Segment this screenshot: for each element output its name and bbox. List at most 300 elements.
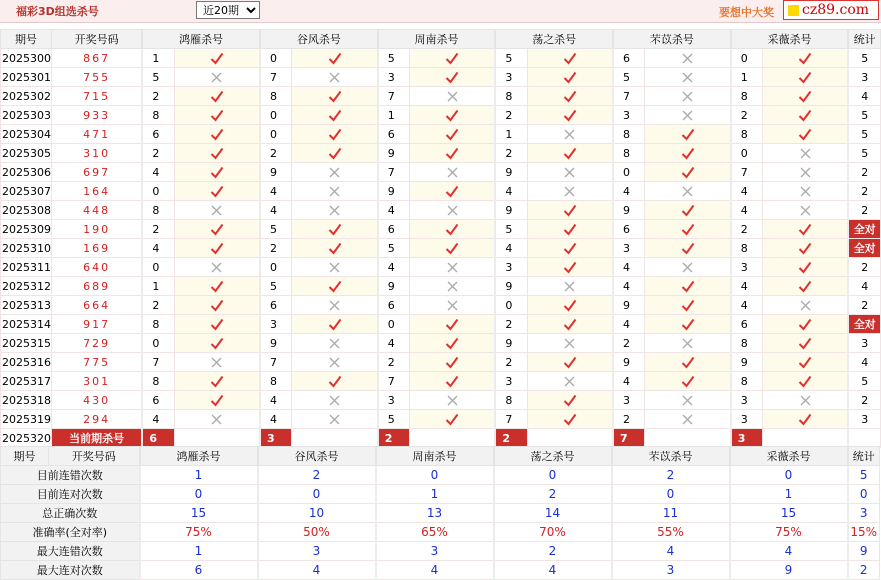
col-header-expert: 芣苡杀号: [613, 30, 731, 49]
result-cell: [410, 201, 496, 220]
result-cell: [174, 125, 260, 144]
kill-number-cell: 0: [495, 296, 527, 315]
kill-number-cell: 5: [495, 220, 527, 239]
kill-number-cell: 4: [378, 258, 410, 277]
check-icon: [210, 394, 224, 407]
check-icon: [210, 128, 224, 141]
kill-number-cell: 5: [495, 49, 527, 68]
kill-number-cell: 7: [378, 87, 410, 106]
total-cell: 5: [848, 49, 880, 68]
stat-value: 4: [494, 561, 612, 580]
kill-number-cell: 4: [613, 315, 645, 334]
col-header-expert: 采薇杀号: [730, 447, 848, 466]
stat-value: 2: [258, 466, 376, 485]
result-cell: [763, 68, 849, 87]
cross-icon: [329, 395, 340, 406]
kill-number-cell: 9: [378, 277, 410, 296]
result-cell: [174, 391, 260, 410]
kill-number-cell: 6: [731, 315, 763, 334]
kill-number-cell: 6: [378, 296, 410, 315]
site-watermark[interactable]: [783, 0, 879, 20]
stat-value: 6: [140, 561, 258, 580]
total-cell: 5: [848, 144, 880, 163]
result-cell: [410, 353, 496, 372]
kill-number-cell: 9: [378, 144, 410, 163]
check-icon: [798, 223, 812, 236]
table-row: [1, 391, 881, 410]
check-icon: [798, 280, 812, 293]
cross-icon: [800, 167, 811, 178]
total-cell: 4: [848, 277, 880, 296]
check-icon: [445, 52, 459, 65]
result-cell: [645, 353, 731, 372]
result-cell: [174, 201, 260, 220]
check-icon: [681, 223, 695, 236]
check-icon: [210, 242, 224, 255]
stat-label: 总正确次数: [1, 504, 140, 523]
col-header-period: 期号: [1, 30, 52, 49]
table-row: [1, 125, 881, 144]
table-row: [1, 106, 881, 125]
result-cell: [410, 68, 496, 87]
check-icon: [210, 166, 224, 179]
result-cell: [292, 410, 378, 429]
kill-number-cell: 0: [260, 125, 292, 144]
stat-row: [1, 542, 880, 561]
result-cell: [174, 49, 260, 68]
kill-number-cell: 2: [260, 239, 292, 258]
cross-icon: [682, 91, 693, 102]
kill-number-cell: 3: [613, 391, 645, 410]
result-cell: [645, 277, 731, 296]
result-cell: [410, 220, 496, 239]
stat-value: 2: [494, 485, 612, 504]
kill-number-cell: 8: [260, 87, 292, 106]
total-cell: 2: [848, 163, 880, 182]
kill-number-cell: 6: [142, 391, 174, 410]
current-period-cell: 2025320: [1, 429, 52, 448]
kill-number-cell: 0: [731, 144, 763, 163]
check-icon: [798, 109, 812, 122]
cross-icon: [447, 205, 458, 216]
kill-number-cell: 7: [142, 353, 174, 372]
cross-icon: [564, 186, 575, 197]
check-icon: [563, 394, 577, 407]
draw-cell: 190: [52, 220, 143, 239]
kill-number-cell: 5: [613, 68, 645, 87]
check-icon: [445, 109, 459, 122]
check-icon: [445, 128, 459, 141]
draw-cell: 169: [52, 239, 143, 258]
check-icon: [328, 280, 342, 293]
kill-number-cell: 4: [378, 201, 410, 220]
result-cell: [174, 410, 260, 429]
cross-icon: [211, 414, 222, 425]
table-row: [1, 315, 881, 334]
kill-number-cell: 0: [260, 258, 292, 277]
total-cell: 2: [848, 182, 880, 201]
kill-number-cell: 5: [378, 239, 410, 258]
result-cell: [763, 296, 849, 315]
kill-number-cell: 7: [260, 68, 292, 87]
kill-number-cell: 9: [731, 353, 763, 372]
cross-icon: [682, 338, 693, 349]
kill-number-cell: 5: [142, 68, 174, 87]
period-cell: 2025315: [1, 334, 52, 353]
period-select[interactable]: [196, 1, 260, 19]
result-cell: [410, 239, 496, 258]
stat-row: [1, 523, 880, 542]
kill-number-cell: 6: [613, 220, 645, 239]
stat-value: 3: [612, 561, 730, 580]
table-row: [1, 277, 881, 296]
cross-icon: [329, 262, 340, 273]
check-icon: [798, 375, 812, 388]
result-cell: [763, 334, 849, 353]
kill-number-cell: 4: [731, 182, 763, 201]
result-cell: [527, 391, 613, 410]
table-row: [1, 372, 881, 391]
period-cell: 2025304: [1, 125, 52, 144]
table-row: [1, 239, 881, 258]
check-icon: [563, 71, 577, 84]
logo-square-icon: [788, 5, 799, 16]
result-cell: [174, 372, 260, 391]
current-pick-cell: 2: [378, 429, 410, 448]
cross-icon: [682, 414, 693, 425]
kill-number-cell: 4: [495, 182, 527, 201]
result-cell: [645, 372, 731, 391]
period-cell: 2025311: [1, 258, 52, 277]
result-cell: [645, 410, 731, 429]
stat-value: 0: [494, 466, 612, 485]
kill-number-cell: 2: [495, 315, 527, 334]
kill-number-cell: 3: [495, 68, 527, 87]
check-icon: [210, 147, 224, 160]
cross-icon: [564, 338, 575, 349]
result-cell: [410, 182, 496, 201]
stat-value: 1: [730, 485, 848, 504]
result-cell: [174, 163, 260, 182]
result-cell: [292, 277, 378, 296]
kill-number-cell: 5: [260, 277, 292, 296]
cross-icon: [800, 300, 811, 311]
kill-number-cell: 9: [613, 201, 645, 220]
kill-number-cell: 2: [731, 220, 763, 239]
draw-cell: 775: [52, 353, 143, 372]
check-icon: [798, 318, 812, 331]
cross-icon: [800, 395, 811, 406]
check-icon: [563, 52, 577, 65]
result-cell: [527, 334, 613, 353]
period-cell: 2025314: [1, 315, 52, 334]
draw-cell: 301: [52, 372, 143, 391]
kill-number-cell: 2: [495, 353, 527, 372]
all-correct-badge: 全对: [848, 315, 880, 334]
total-cell: 2: [848, 296, 880, 315]
result-cell: [645, 258, 731, 277]
draw-cell: 448: [52, 201, 143, 220]
stat-value: 70%: [494, 523, 612, 542]
period-cell: 2025306: [1, 163, 52, 182]
table-row: [1, 87, 881, 106]
result-cell: [645, 49, 731, 68]
kill-number-cell: 4: [731, 201, 763, 220]
check-icon: [328, 223, 342, 236]
result-cell: [527, 258, 613, 277]
check-icon: [798, 356, 812, 369]
cross-icon: [447, 395, 458, 406]
cross-icon: [800, 148, 811, 159]
result-cell: [410, 49, 496, 68]
stat-value: 4: [730, 542, 848, 561]
result-cell: [527, 163, 613, 182]
stat-value: 15: [140, 504, 258, 523]
kill-number-cell: 4: [142, 239, 174, 258]
stat-label: 最大连错次数: [1, 542, 140, 561]
kill-number-cell: 3: [613, 106, 645, 125]
result-cell: [174, 258, 260, 277]
check-icon: [210, 337, 224, 350]
stat-total: 5: [848, 466, 880, 485]
kill-number-cell: 6: [260, 296, 292, 315]
kill-number-cell: 9: [495, 201, 527, 220]
cross-icon: [564, 376, 575, 387]
kill-number-cell: 0: [378, 315, 410, 334]
result-cell: [174, 296, 260, 315]
kill-number-cell: 8: [495, 87, 527, 106]
period-cell: 2025307: [1, 182, 52, 201]
result-cell: [527, 315, 613, 334]
kill-number-cell: 2: [613, 410, 645, 429]
result-cell: [410, 296, 496, 315]
kill-number-cell: 5: [260, 220, 292, 239]
col-header-draw: 开奖号码: [52, 30, 143, 49]
kill-number-cell: 0: [142, 182, 174, 201]
promo-link[interactable]: 要想中大奖: [719, 6, 774, 19]
stat-total: 15%: [848, 523, 880, 542]
period-cell: 2025305: [1, 144, 52, 163]
result-cell: [527, 220, 613, 239]
stat-label: 目前连错次数: [1, 466, 140, 485]
kill-number-cell: 2: [731, 106, 763, 125]
check-icon: [563, 356, 577, 369]
result-cell: [292, 353, 378, 372]
current-pick-cell: 2: [495, 429, 527, 448]
result-cell: [527, 106, 613, 125]
check-icon: [798, 337, 812, 350]
result-cell: [763, 49, 849, 68]
col-header-total: 统计: [848, 30, 880, 49]
kill-number-cell: 3: [378, 68, 410, 87]
cross-icon: [211, 205, 222, 216]
result-cell: [527, 87, 613, 106]
total-cell: 4: [848, 87, 880, 106]
draw-cell: 294: [52, 410, 143, 429]
stat-value: 15: [730, 504, 848, 523]
col-header-total: 统计: [848, 447, 880, 466]
stat-row: [1, 504, 880, 523]
result-cell: [174, 277, 260, 296]
kill-number-cell: 8: [495, 391, 527, 410]
check-icon: [798, 413, 812, 426]
stat-row: [1, 485, 880, 504]
kill-number-cell: 8: [731, 125, 763, 144]
result-cell: [763, 353, 849, 372]
cross-icon: [211, 72, 222, 83]
col-header-expert: 谷风杀号: [258, 447, 376, 466]
result-cell: [527, 125, 613, 144]
result-cell: [645, 106, 731, 125]
result-cell: [645, 239, 731, 258]
check-icon: [445, 223, 459, 236]
check-icon: [798, 242, 812, 255]
draw-cell: 310: [52, 144, 143, 163]
result-cell: [292, 49, 378, 68]
cross-icon: [329, 300, 340, 311]
result-cell: [410, 144, 496, 163]
stat-total: 3: [848, 504, 880, 523]
check-icon: [445, 356, 459, 369]
kill-number-cell: 3: [495, 258, 527, 277]
result-cell: [645, 144, 731, 163]
result-cell: [174, 87, 260, 106]
stat-row: [1, 466, 880, 485]
check-icon: [328, 52, 342, 65]
result-cell: [763, 220, 849, 239]
kill-number-cell: 7: [613, 87, 645, 106]
stat-value: 3: [258, 542, 376, 561]
check-icon: [681, 375, 695, 388]
stat-value: 65%: [376, 523, 494, 542]
check-icon: [681, 128, 695, 141]
draw-cell: 697: [52, 163, 143, 182]
result-cell: [292, 125, 378, 144]
stat-value: 11: [612, 504, 730, 523]
kill-number-cell: 0: [260, 106, 292, 125]
stat-value: 75%: [730, 523, 848, 542]
result-cell: [292, 258, 378, 277]
draw-cell: 430: [52, 391, 143, 410]
kill-number-cell: 8: [731, 372, 763, 391]
total-cell: 4: [848, 353, 880, 372]
result-cell: [292, 106, 378, 125]
kill-number-cell: 0: [142, 334, 174, 353]
kill-number-cell: 8: [142, 372, 174, 391]
stats-header-row: [1, 447, 880, 466]
kill-number-cell: 4: [142, 410, 174, 429]
table-row: [1, 334, 881, 353]
total-cell: 2: [848, 391, 880, 410]
check-icon: [563, 109, 577, 122]
table-row: [1, 220, 881, 239]
result-cell: [410, 87, 496, 106]
kill-number-cell: 3: [260, 315, 292, 334]
draw-cell: 471: [52, 125, 143, 144]
period-cell: 2025301: [1, 68, 52, 87]
stat-value: 4: [258, 561, 376, 580]
result-cell: [763, 144, 849, 163]
stat-value: 3: [376, 542, 494, 561]
col-header-expert: 鸿雁杀号: [142, 30, 260, 49]
total-cell: 3: [848, 410, 880, 429]
stat-value: 0: [258, 485, 376, 504]
check-icon: [681, 242, 695, 255]
result-cell: [292, 391, 378, 410]
check-icon: [210, 185, 224, 198]
check-icon: [681, 299, 695, 312]
kill-number-cell: 9: [378, 182, 410, 201]
check-icon: [328, 128, 342, 141]
check-icon: [563, 413, 577, 426]
page-title: 福彩3D组选杀号: [16, 5, 99, 18]
stat-value: 13: [376, 504, 494, 523]
kill-number-cell: 4: [260, 410, 292, 429]
all-correct-badge: 全对: [848, 239, 880, 258]
period-cell: 2025317: [1, 372, 52, 391]
check-icon: [210, 52, 224, 65]
current-pick-cell: 6: [142, 429, 174, 448]
stat-value: 0: [140, 485, 258, 504]
result-cell: [174, 144, 260, 163]
cross-icon: [682, 110, 693, 121]
cross-icon: [447, 91, 458, 102]
total-cell: 3: [848, 334, 880, 353]
check-icon: [445, 318, 459, 331]
cross-icon: [682, 186, 693, 197]
kill-number-cell: 1: [731, 68, 763, 87]
kill-number-cell: 3: [731, 258, 763, 277]
cross-icon: [447, 300, 458, 311]
kill-number-cell: 4: [142, 163, 174, 182]
check-icon: [445, 71, 459, 84]
result-cell: [763, 125, 849, 144]
total-cell: 2: [848, 201, 880, 220]
cross-icon: [329, 357, 340, 368]
check-icon: [798, 128, 812, 141]
current-pick-cell: 3: [260, 429, 292, 448]
cross-icon: [329, 186, 340, 197]
kill-number-cell: 7: [378, 163, 410, 182]
stat-value: 0: [376, 466, 494, 485]
cross-icon: [447, 167, 458, 178]
cross-icon: [564, 167, 575, 178]
result-cell: [763, 315, 849, 334]
check-icon: [563, 261, 577, 274]
result-cell: [527, 372, 613, 391]
check-icon: [563, 318, 577, 331]
cross-icon: [564, 281, 575, 292]
stat-value: 75%: [140, 523, 258, 542]
check-icon: [681, 147, 695, 160]
cross-icon: [329, 167, 340, 178]
stat-value: 1: [140, 542, 258, 561]
cross-icon: [211, 357, 222, 368]
check-icon: [210, 375, 224, 388]
check-icon: [681, 166, 695, 179]
result-cell: [410, 106, 496, 125]
kill-number-cell: 4: [495, 239, 527, 258]
kill-number-cell: 4: [378, 334, 410, 353]
kill-number-cell: 9: [613, 296, 645, 315]
result-cell: [292, 163, 378, 182]
total-cell: 5: [848, 372, 880, 391]
result-cell: [763, 391, 849, 410]
stat-value: 14: [494, 504, 612, 523]
check-icon: [563, 147, 577, 160]
result-cell: [763, 239, 849, 258]
check-icon: [445, 147, 459, 160]
